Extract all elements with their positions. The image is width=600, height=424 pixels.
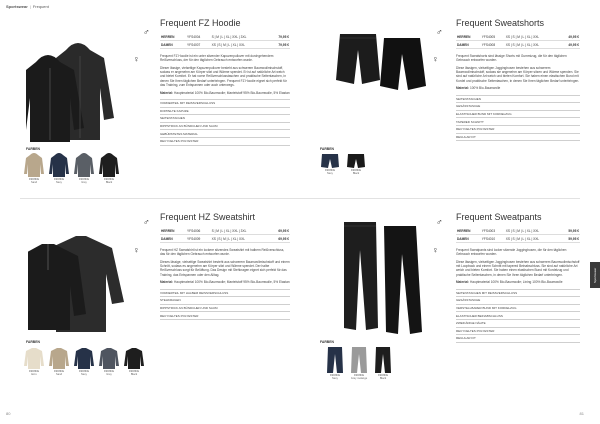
material-label: Material: — [456, 86, 470, 91]
color-swatch-navy[interactable] — [320, 153, 340, 175]
material-label: Material: — [160, 280, 174, 285]
feature-list — [160, 289, 290, 320]
swatch-name: Grey — [106, 373, 112, 376]
swatch-name: Sand — [55, 373, 63, 376]
swatch-name: Sand — [30, 181, 38, 184]
product-description — [456, 248, 580, 277]
sweatshirt-grey-thumb — [99, 346, 119, 370]
product-sweatshorts — [456, 18, 580, 141]
row-code: YFS4007 — [186, 41, 211, 48]
material-text: Hauptmaterial 100% Bio-Baumwolle; Mantelstoff 95% Bio-Baumwolle, 5% Elastan — [174, 90, 290, 95]
swatch-name: Navy — [327, 172, 333, 175]
price-table — [456, 228, 580, 243]
color-swatch-grey-melange[interactable] — [350, 346, 368, 380]
price-row — [456, 228, 580, 235]
row-sizes: XS | S | M | L | XL | XXL — [211, 41, 270, 48]
row-label: DAMEN — [160, 41, 186, 48]
row-price: 59,95 € — [560, 235, 580, 242]
material-text: Hauptmaterial 100% Bio-Baumwolle; Mantelstoff 95% Bio-Baumwolle, 5% Elastan — [174, 280, 290, 285]
swatch-code: D9D8DE — [53, 370, 65, 373]
row-label: DAMEN — [160, 235, 186, 242]
male-icon: ♂ — [436, 217, 443, 227]
female-icon: ♀ — [432, 54, 439, 64]
row-price: 79,95 € — [270, 41, 290, 48]
swatch-code: D9D8DE — [53, 178, 65, 181]
row-label: DAMEN — [456, 41, 481, 48]
row-price: 59,95 € — [560, 228, 580, 235]
product-description — [456, 54, 580, 83]
feature-item: RECYCELTES POLYESTER — [456, 125, 580, 133]
swatch-code: D9D8DE — [377, 374, 389, 377]
row-code: YFS4009 — [186, 235, 211, 242]
color-swatch-ecru[interactable] — [24, 346, 44, 376]
female-icon: ♀ — [432, 245, 439, 255]
color-swatch-black[interactable] — [99, 152, 119, 184]
description-paragraph: Dieser lässige, vielseitige Kapuzenpullover besteht aus schwerem Baumwollmischstoff, sodass er angenehm am Körper sitzt und Wärme spendet. Er ist auf natürliche Art weich und bietet Komfort. Er hat vorne Reißverschlusstaschen und praktische Seitentaschen, in denen Sie Ihren täglichen Bedarf unterbringen. Frequent FZ Hoodie eignet sich perfekt für das Training, zum Entspannen oder auch unterwegs. — [160, 65, 287, 88]
swatch-name: Black — [130, 373, 138, 376]
swatch-name: Black — [352, 172, 360, 175]
hoodie-illustration — [26, 28, 126, 144]
feature-item: RECYCELTES POLYESTER — [160, 311, 290, 320]
swatch-code: D9D8DE — [353, 374, 365, 377]
shorts-black-thumb — [346, 153, 366, 169]
swatch-name: Black — [105, 181, 113, 184]
colors-label: FARBEN — [320, 340, 334, 344]
row-sizes: S | M | L | XL | XXL | 3XL — [211, 228, 270, 235]
feature-item: RECYCELTES POLYESTER — [456, 327, 580, 335]
sweatshorts-image — [330, 30, 430, 92]
page-header: Sportswear | Frequent — [6, 4, 49, 9]
product-hoodie — [160, 18, 290, 146]
row-sizes: XS | S | M | L | XL | XXL — [505, 34, 561, 41]
swatch-code: D9D8DE — [78, 178, 90, 181]
sweatshirt-sand-thumb — [49, 346, 69, 370]
color-swatch-sand[interactable] — [24, 152, 44, 184]
sweatpants-illustration — [336, 220, 432, 335]
material-info — [160, 280, 290, 284]
feature-item: GEBÜRSTETES MATERIAL — [160, 129, 290, 137]
feature-item: RIPPSTRICK AN BÜNDCHEN UND SAUM — [160, 304, 290, 312]
feature-item: SEITENTASCHEN — [160, 114, 290, 122]
feature-item: REGULAR FIT — [456, 133, 580, 142]
row-code: YFS4010 — [481, 235, 505, 242]
material-label: Material: — [160, 90, 174, 95]
row-code: YFS4003 — [481, 228, 505, 235]
swatch-code: D9D8DE — [103, 370, 115, 373]
color-swatch-grey[interactable] — [74, 152, 94, 184]
sweatshirt-navy-thumb — [74, 346, 94, 370]
row-sizes: S | M | L | XL | XXL | 3XL — [211, 34, 270, 41]
swatch-name: Grey — [81, 181, 87, 184]
color-swatch-navy[interactable] — [326, 346, 344, 380]
hoodie-navy-thumb — [49, 152, 69, 178]
row-price: 49,95 € — [560, 41, 580, 48]
pants-navy-thumb — [326, 346, 344, 374]
colors-label: FARBEN — [26, 340, 40, 344]
description-paragraph: Diese lässigen, vielseitigen Jogginghosen bestehen aus schwerem Baumwollmischstoff, sodass sie angenehm am Körper sitzen und Wärme spenden. Sie sind auf natürliche Art weich und bieten Komfort. Sie haben einen elastischen Bund mit Kordel und praktische Seitentaschen, in denen Sie Ihren täglichen Bedarf unterbringen. — [456, 65, 580, 83]
pants-black-thumb — [374, 346, 392, 374]
feature-item: TAPERED SCHNITT — [456, 117, 580, 125]
row-price: 69,95 € — [270, 228, 290, 235]
header-collection: Frequent — [32, 4, 49, 9]
price-table — [160, 228, 290, 243]
color-swatch-black[interactable] — [374, 346, 392, 380]
product-title: Frequent Sweatshorts — [456, 18, 545, 28]
hoodie-black-thumb — [99, 152, 119, 178]
row-code: YFS4005 — [481, 34, 505, 41]
section-divider — [20, 198, 580, 199]
sweatpants-image — [336, 220, 432, 335]
product-sweatshirt — [160, 212, 290, 320]
header-section: Sportswear — [6, 4, 28, 9]
swatch-name: Navy — [81, 373, 87, 376]
description-paragraph: Dieses lässige, vielseitige Sweatshirt besteht aus schwerem Baumwollmischstoff und einem Schnitt, sodass es angenehm am Körper sitzt und Wärme spendet. Der halbe Reißverschluss sorgt für Belüftung. Das Design mit Stehkragen eignet sich perfekt für das Training, das Entspannen oder den Alltag. — [160, 259, 290, 277]
row-sizes: XS | S | M | L | XL | XXL — [505, 235, 561, 242]
product-title: Frequent Sweatpants — [456, 212, 542, 222]
material-info — [160, 91, 290, 95]
sweatshirt-illustration — [28, 222, 128, 334]
row-price: 69,95 € — [270, 235, 290, 242]
feature-item: SEITENTASCHEN — [456, 95, 580, 103]
colors-label: FARBEN — [26, 147, 40, 151]
feature-item: VORDERTEIL MIT REISSVERSCHLUSS — [160, 99, 290, 107]
description-paragraph: Diese lässigen, vielseitigen Jogginghosen bestehen aus schwerem Baumwollmischstoff mit Loopback und einem Schnitt mit tapered Beinabschluss. Sie sind auf natürliche Art weich und bieten Komfort. Sie haben einen elastischen Bund mit Kordelzug und praktische Seitentaschen, in denen Sie Ihren täglichen Bedarf unterbringen. — [456, 259, 580, 277]
feature-item: ZWEIFÄDIGE NÄHTE — [456, 319, 580, 327]
color-swatch-black[interactable] — [124, 346, 144, 376]
row-sizes: XS | S | M | L | XL | XXL — [211, 235, 270, 242]
price-row — [456, 34, 580, 41]
hoodie-image — [26, 28, 126, 144]
product-description — [160, 248, 290, 277]
row-label: HERREN — [160, 228, 186, 235]
page-number-right: 81 — [579, 411, 584, 416]
swatch-name: Black — [379, 377, 387, 380]
male-icon: ♂ — [436, 27, 443, 37]
price-row — [160, 235, 290, 242]
material-text: 100% Bio-Baumwolle — [470, 86, 501, 91]
price-row — [160, 41, 290, 48]
row-label: HERREN — [456, 34, 481, 41]
hoodie-sand-thumb — [24, 152, 44, 178]
price-row — [160, 228, 290, 235]
row-label: HERREN — [456, 228, 481, 235]
row-label: HERREN — [160, 34, 186, 41]
price-row — [456, 41, 580, 48]
male-icon: ♂ — [143, 27, 150, 37]
swatch-code: D9D8DE — [78, 370, 90, 373]
material-info — [456, 86, 580, 90]
swatch-name: Grey melange — [350, 377, 368, 380]
swatch-name: Navy — [56, 181, 62, 184]
feature-item: GESÄSSTASCHE — [456, 102, 580, 110]
feature-list — [456, 289, 580, 343]
sweatshorts-illustration — [330, 30, 430, 92]
swatch-code: D9D8DE — [329, 374, 341, 377]
feature-item: REGULAR FIT — [456, 334, 580, 343]
hoodie-grey-thumb — [74, 152, 94, 178]
row-sizes: XS | S | M | L | XL | XXL — [505, 228, 561, 235]
row-price: 79,95 € — [270, 34, 290, 41]
color-swatch-grey[interactable] — [99, 346, 119, 376]
description-paragraph: Frequent FZ Hoodie ist ein unter sitzender Kapuzenpullover mit durchgehendem Reißverschluss, der für den täglichen Gebrauch entworfen wurde. — [160, 53, 274, 63]
female-icon: ♀ — [133, 54, 140, 64]
product-sweatpants — [456, 212, 580, 343]
color-swatch-sand[interactable] — [49, 346, 69, 376]
material-label: Material: — [456, 280, 470, 285]
feature-item: STEHKRAGEN — [160, 296, 290, 304]
feature-item: SEITENTASCHEN MIT REISSVERSCHLUSS — [456, 289, 580, 297]
row-code: YFS4004 — [186, 34, 211, 41]
female-icon: ♀ — [133, 245, 140, 255]
swatch-code: D9D8DE — [28, 370, 40, 373]
sweatshirt-ecru-thumb — [24, 346, 44, 370]
male-icon: ♂ — [143, 217, 150, 227]
sweatshirt-black-thumb — [124, 346, 144, 370]
feature-item: DOPPELTE KAPUZE — [160, 107, 290, 115]
swatch-code: D9D8DE — [28, 178, 40, 181]
price-table — [456, 34, 580, 49]
description-paragraph: Frequent Sweatpants sind locker sitzende Jogginghosen, die für den täglichen Gebrauch entworfen wurden. — [456, 247, 567, 257]
description-paragraph: Frequent HZ Sweatshirt ist ein lockere sitzendes Sweatshirt mit halbem Reißverschluss, das für den täglichen Gebrauch entworfen wurde. — [160, 247, 285, 257]
side-tab[interactable]: Sportswear — [590, 262, 600, 288]
swatch-name: Navy — [332, 377, 338, 380]
swatch-code: D9D8DE — [350, 169, 362, 172]
price-row — [160, 34, 290, 41]
page-number-left: 80 — [6, 411, 11, 416]
product-title: Frequent FZ Hoodie — [160, 18, 241, 28]
feature-item: ELASTISCHER BEINABSCHLUSS — [456, 311, 580, 319]
feature-item: VERSTELLBARER BUND MIT KORDELZUG — [456, 304, 580, 312]
swatch-name: Ecru — [31, 373, 37, 376]
description-paragraph: Frequent Sweatshorts sind lässige Shorts mit Gummizug, die für den täglichen Gebrauch entworfen wurden. — [456, 53, 567, 63]
color-swatch-navy[interactable] — [74, 346, 94, 376]
product-title: Frequent HZ Sweatshirt — [160, 212, 256, 222]
material-info — [456, 280, 580, 284]
color-swatch-black[interactable] — [346, 153, 366, 175]
swatch-code: D9D8DE — [128, 370, 140, 373]
swatch-code: D9D8DE — [324, 169, 336, 172]
feature-item: RECYCELTES POLYESTER — [160, 137, 290, 146]
feature-item: GESÄSSTASCHE — [456, 296, 580, 304]
feature-item: ELASTISCHER BUND MIT KORDELZUG — [456, 110, 580, 118]
pants-grey-melange-thumb — [350, 346, 368, 374]
feature-item: VORDERTEIL MIT HALBEM REISSVERSCHLUSS — [160, 289, 290, 297]
material-text: Hauptmaterial 100% Bio-Baumwolle; Lining 100% Bio-Baumwolle — [470, 280, 563, 285]
row-price: 49,95 € — [560, 34, 580, 41]
shorts-navy-thumb — [320, 153, 340, 169]
product-description — [160, 54, 290, 88]
row-sizes: XS | S | M | L | XL | XXL — [505, 41, 561, 48]
feature-item: RIPPSTRICK AN BÜNDCHEN UND SAUM — [160, 122, 290, 130]
feature-list — [160, 99, 290, 146]
row-label: DAMEN — [456, 235, 481, 242]
sweatshirt-image — [28, 222, 128, 334]
row-code: YFS4008 — [481, 41, 505, 48]
swatch-code: D9D8DE — [103, 178, 115, 181]
row-code: YFS4006 — [186, 228, 211, 235]
colors-label: FARBEN — [320, 147, 334, 151]
feature-list — [456, 95, 580, 142]
price-row — [456, 235, 580, 242]
price-table — [160, 34, 290, 49]
color-swatch-navy[interactable] — [49, 152, 69, 184]
